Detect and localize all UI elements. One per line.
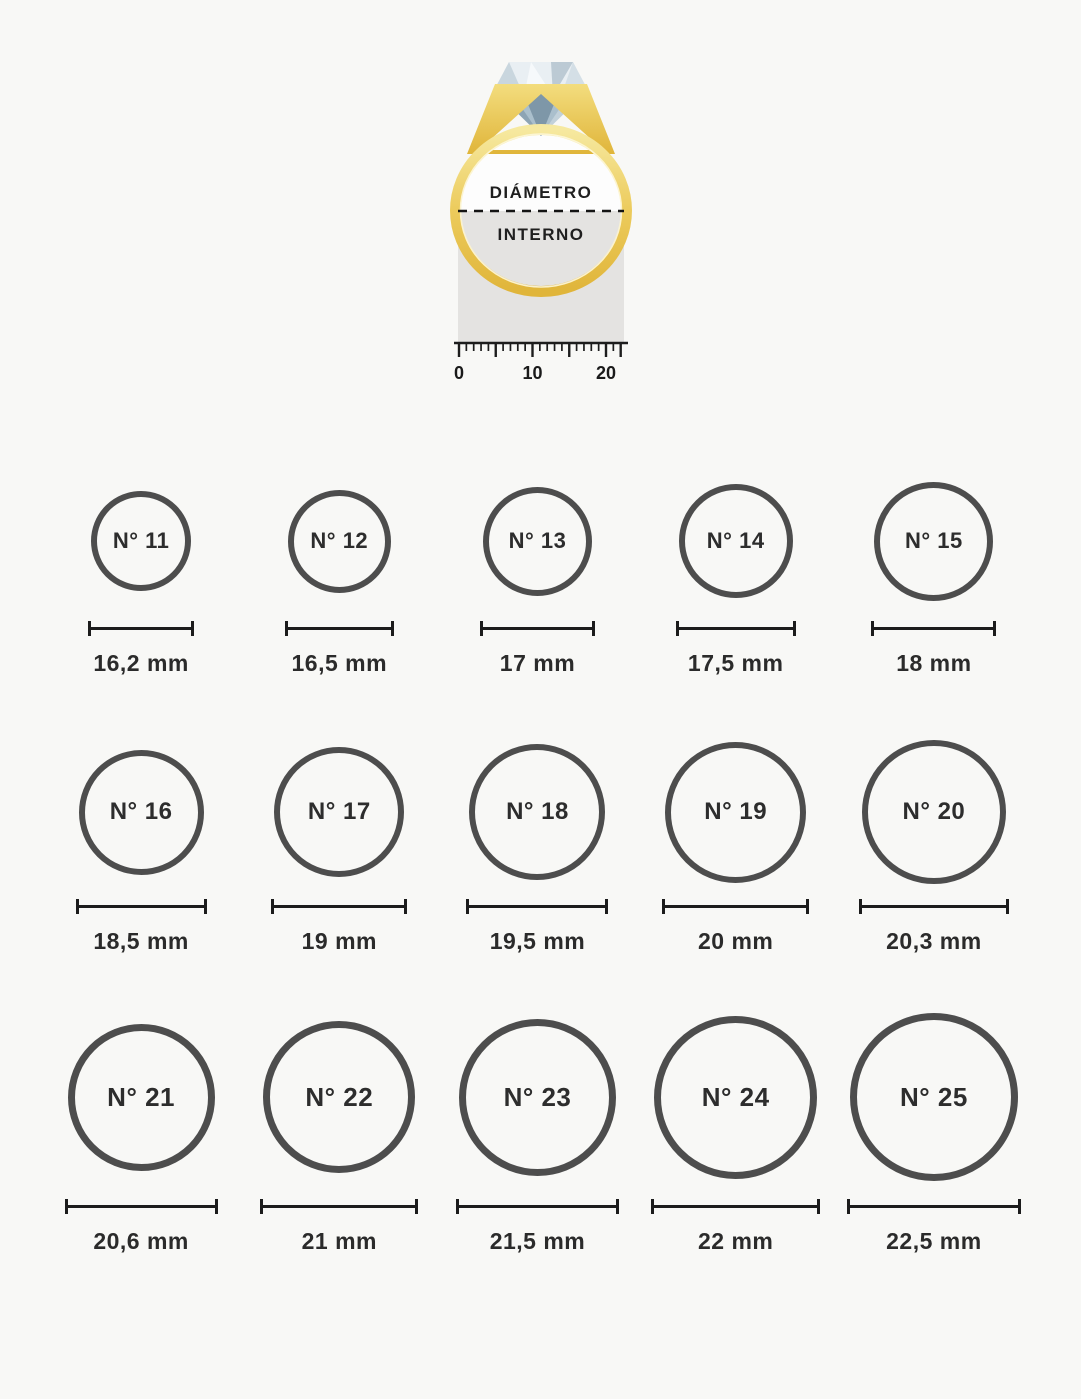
- ring-size-circle-area: [288, 481, 391, 601]
- diameter-measure-line: [662, 905, 809, 908]
- diameter-value: 22,5 mm: [886, 1228, 982, 1254]
- diameter-value: 20,6 mm: [93, 1228, 189, 1254]
- diameter-measure-line: [859, 905, 1009, 908]
- ring-size-item: [637, 481, 835, 677]
- diameter-value: 18 mm: [896, 650, 972, 676]
- ring-size-circle: [263, 1021, 415, 1173]
- ring-size-label: N° 22: [305, 1081, 374, 1112]
- diameter-measure-line: [76, 905, 207, 908]
- ring-size-circle-area: [91, 481, 191, 601]
- size-row-3: [0, 1009, 1081, 1255]
- ring-size-label: N° 20: [902, 798, 966, 825]
- ring-size-circle: [862, 740, 1006, 884]
- ring-size-item: [438, 739, 636, 955]
- ring-size-label: N° 19: [704, 798, 768, 825]
- ring-size-label: N° 14: [706, 528, 765, 553]
- ring-size-circle-area: [679, 481, 793, 601]
- diameter-value: 17,5 mm: [687, 650, 784, 676]
- ring-size-label: N° 17: [307, 798, 371, 825]
- diameter-value: 22 mm: [698, 1228, 774, 1254]
- ring-size-label: N° 15: [905, 528, 963, 553]
- ring-size-circle-area: [665, 739, 806, 885]
- diameter-measure-line: [285, 627, 394, 630]
- ring-size-label: N° 23: [503, 1081, 572, 1112]
- ring-size-circle-area: [274, 739, 404, 885]
- ring-size-chart: [0, 48, 1081, 1399]
- ring-size-circle: [68, 1024, 215, 1171]
- ring-size-circle: [91, 491, 191, 591]
- diameter-measure-line: [456, 1205, 619, 1208]
- ring-size-circle-area: [874, 481, 993, 601]
- ring-size-circle: [850, 1013, 1018, 1181]
- ring-size-circle-area: [850, 1009, 1018, 1185]
- ring-size-label: N° 21: [107, 1081, 175, 1112]
- ring-size-circle: [483, 487, 592, 596]
- ring-size-item: [240, 739, 438, 955]
- ruler-label-20: 20: [595, 363, 616, 383]
- ring-size-label: N° 13: [508, 528, 567, 553]
- diameter-value: 20 mm: [698, 928, 774, 954]
- diagram-label-bottom: INTERNO: [497, 225, 584, 244]
- ring-size-item: [240, 481, 438, 677]
- ring-size-label: N° 12: [310, 528, 369, 553]
- size-row-1: [0, 481, 1081, 677]
- ring-size-circle: [469, 744, 605, 880]
- ring-size-label: N° 11: [112, 528, 170, 553]
- diameter-value: 16,2 mm: [93, 650, 189, 676]
- ring-size-circle: [654, 1016, 817, 1179]
- ring-size-item: [240, 1009, 438, 1255]
- ruler-label-0: 0: [453, 363, 464, 383]
- ring-size-circle-area: [469, 739, 605, 885]
- ruler-ticks: [459, 343, 621, 357]
- ring-size-item: [42, 1009, 240, 1255]
- diameter-measure-line: [466, 905, 608, 908]
- diagram-label-top: DIÁMETRO: [489, 183, 592, 202]
- ring-size-circle-area: [459, 1009, 616, 1185]
- diameter-value: 19 mm: [301, 928, 377, 954]
- diameter-value: 17 mm: [499, 650, 576, 676]
- size-row-2: [0, 739, 1081, 955]
- ring-size-item: [637, 739, 835, 955]
- diameter-measure-line: [676, 627, 796, 630]
- diameter-value: 19,5 mm: [489, 928, 586, 954]
- ring-size-item: [835, 739, 1033, 955]
- ring-size-label: N° 25: [899, 1081, 968, 1112]
- diameter-measure-line: [871, 627, 996, 630]
- ring-illustration: [441, 48, 641, 393]
- ring-size-item: [42, 739, 240, 955]
- ring-size-item: [835, 481, 1033, 677]
- diameter-measure-line: [88, 627, 194, 630]
- diameter-measure-line: [651, 1205, 820, 1208]
- ring-size-circle-area: [79, 739, 204, 885]
- ring-diameter-diagram: [441, 48, 641, 393]
- ring-size-item: [438, 481, 636, 677]
- ring-size-item: [438, 1009, 636, 1255]
- ring-size-label: N° 18: [506, 798, 569, 825]
- diameter-measure-line: [271, 905, 407, 908]
- ring-size-item: [835, 1009, 1033, 1255]
- ring-size-circle: [874, 482, 993, 601]
- diameter-measure-line: [480, 627, 595, 630]
- ring-size-circle-area: [68, 1009, 215, 1185]
- ring-size-label: N° 24: [701, 1081, 770, 1112]
- diameter-value: 21,5 mm: [489, 1228, 586, 1254]
- diameter-value: 16,5 mm: [291, 650, 388, 676]
- diameter-measure-line: [65, 1205, 218, 1208]
- ruler-label-10: 10: [521, 363, 543, 383]
- ring-size-circle: [679, 484, 793, 598]
- diameter-measure-line: [260, 1205, 418, 1208]
- ring-size-circle-area: [263, 1009, 415, 1185]
- ring-size-circle: [274, 747, 404, 877]
- ring-size-circle: [459, 1019, 616, 1176]
- diameter-value: 18,5 mm: [93, 928, 189, 954]
- ring-size-item: [637, 1009, 835, 1255]
- ring-size-circle: [288, 490, 391, 593]
- ring-size-circle-area: [862, 739, 1006, 885]
- diameter-value: 20,3 mm: [886, 928, 982, 954]
- ring-size-circle-area: [654, 1009, 817, 1185]
- ring-size-circle-area: [483, 481, 592, 601]
- ring-size-circle: [79, 750, 204, 875]
- diameter-measure-line: [847, 1205, 1021, 1208]
- ring-size-circle: [665, 742, 806, 883]
- diameter-value: 21 mm: [301, 1228, 377, 1254]
- ring-size-item: [42, 481, 240, 677]
- ruler: [453, 343, 627, 383]
- ring-size-label: N° 16: [109, 798, 173, 825]
